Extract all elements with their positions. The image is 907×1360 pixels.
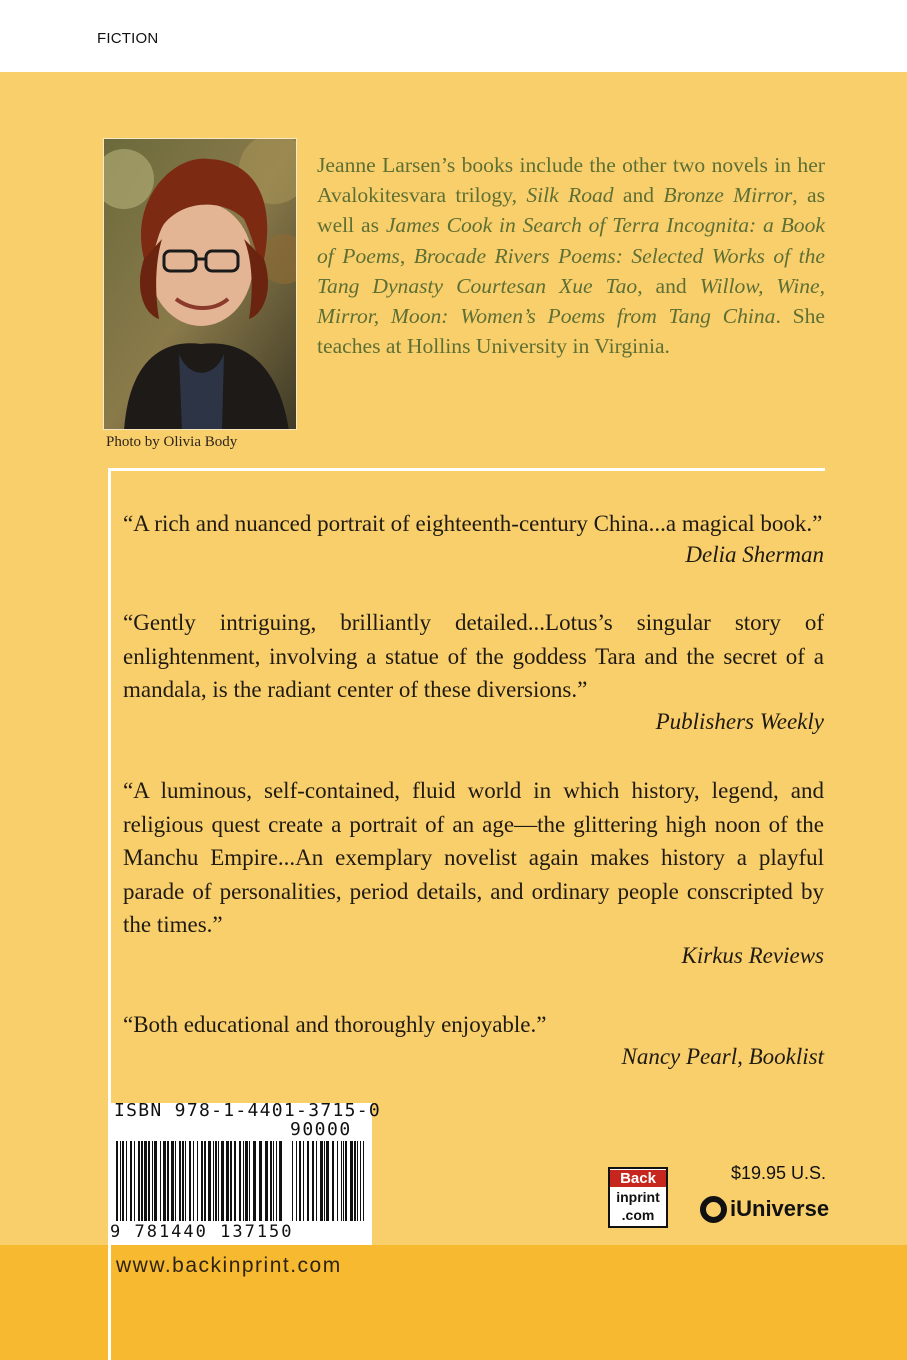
barcode-bar: [193, 1141, 194, 1221]
barcode-bar: [122, 1141, 124, 1221]
barcode-bar: [276, 1141, 277, 1221]
barcode-bar: [243, 1141, 244, 1221]
barcode-bar: [189, 1141, 191, 1221]
barcode-bar: [259, 1141, 262, 1221]
isbn-label: ISBN 978-1-4401-3715-0: [114, 1100, 382, 1121]
barcode-bar: [230, 1141, 232, 1221]
barcode-bar: [120, 1141, 121, 1221]
review-source-1: Delia Sherman: [685, 542, 824, 567]
barcode-bar: [116, 1141, 118, 1221]
bio-text: . She teaches at Hollins University in Virginia.: [317, 304, 825, 359]
barcode-bar: [303, 1141, 304, 1221]
website-url: www.backinprint.com: [116, 1254, 342, 1277]
bio-text: , as well as: [317, 183, 825, 238]
bio-text: Jeanne Larsen’s books include the other two novels in her Avalokitesvara trilogy,: [317, 153, 825, 208]
photo-credit: Photo by Olivia Body: [106, 434, 238, 450]
barcode-bars: [116, 1141, 366, 1223]
author-photo: [103, 138, 297, 430]
barcode-bar: [130, 1141, 132, 1221]
barcode-bar: [234, 1141, 236, 1221]
barcode-bar: [307, 1141, 309, 1221]
barcode-bar: [296, 1141, 297, 1221]
bio-title: James Cook in Search of Terra Incognita: a Book of Poems: [317, 213, 825, 268]
barcode-bar: [316, 1141, 317, 1221]
barcode-bar: [138, 1141, 140, 1221]
barcode-bar: [332, 1141, 334, 1221]
bio-title: Willow, Wine, Mirror, Moon: Women’s Poems from Tang China: [317, 273, 826, 329]
publisher-name: iUniverse: [730, 1196, 830, 1221]
bio-title: Bronze Mirror: [663, 183, 793, 208]
publisher-logo: [700, 1194, 829, 1224]
price-code: 90000: [290, 1119, 352, 1140]
barcode-bar: [148, 1141, 150, 1221]
barcode-bar: [350, 1141, 353, 1221]
barcode-bar: [160, 1141, 161, 1221]
barcode-bar: [253, 1141, 256, 1221]
review-quote-3: “A luminous, self-contained, fluid world in which history, legend, and religious quest create a portrait of an age—the glittering high noon of the Manchu Empire...An exemplary novelist again makes history a playful parade of personalities, period details, and ordinary people conscripted by the times.”: [123, 778, 824, 937]
barcode-bar: [341, 1141, 342, 1221]
barcode-bar: [265, 1141, 268, 1221]
barcode-bar: [144, 1141, 147, 1221]
barcode-bar: [175, 1141, 176, 1221]
review-source-3: Kirkus Reviews: [681, 943, 824, 968]
backinprint-logo: [608, 1167, 668, 1228]
barcode-bar: [221, 1141, 224, 1221]
top-band: [0, 0, 907, 72]
review-source-4: Nancy Pearl, Booklist: [621, 1044, 824, 1069]
barcode-bar: [320, 1141, 323, 1221]
barcode-bar: [239, 1141, 241, 1221]
barcode-bar: [354, 1141, 356, 1221]
barcode-bar: [154, 1141, 157, 1221]
bio-title: Silk Road: [526, 183, 614, 208]
bio-title: Brocade Rivers Poems: Selected Works of the Tang Dynasty Courtesan Xue Tao: [317, 243, 826, 298]
barcode-bar: [126, 1141, 127, 1221]
barcode-bar: [218, 1141, 219, 1221]
barcode-bar: [249, 1141, 250, 1221]
barcode-bar: [171, 1141, 174, 1221]
review-quote-4: “Both educational and thoroughly enjoyable.”: [123, 1012, 547, 1037]
barcode-bar: [152, 1141, 153, 1221]
barcode-bar: [273, 1141, 274, 1221]
iuniverse-icon: [700, 1196, 727, 1223]
barcode-bar: [179, 1141, 181, 1221]
review-quote-2: “Gently intriguing, brilliantly detailed...Lotus’s singular story of enlightenment, involving a statue of the goddess Tara and the secret of a mandala, is the radiant center of these diversions.”: [123, 610, 824, 702]
review-source-2: Publishers Weekly: [655, 709, 824, 734]
barcode-bar: [345, 1141, 347, 1221]
barcode-bar: [299, 1141, 301, 1221]
barcode-bar: [279, 1141, 282, 1221]
barcode-bar: [197, 1141, 198, 1221]
barcode-bar: [134, 1141, 135, 1221]
barcode-bar: [292, 1141, 293, 1221]
barcode-bar: [185, 1141, 186, 1221]
barcode-bar: [312, 1141, 314, 1221]
barcode-bar: [343, 1141, 344, 1221]
barcode-bar: [141, 1141, 143, 1221]
barcode-bar: [337, 1141, 338, 1221]
barcode-bar: [363, 1141, 364, 1221]
barcode-digits: 9 781440 137150: [110, 1222, 294, 1242]
bio-text: , and: [637, 273, 700, 298]
barcode-bar: [226, 1141, 229, 1221]
barcode-bar: [270, 1141, 272, 1221]
barcode-bar: [213, 1141, 214, 1221]
barcode-bar: [201, 1141, 203, 1221]
logo-line-back: Back: [610, 1170, 666, 1187]
logo-line-inprint: inprint: [616, 1189, 660, 1205]
barcode-bar: [182, 1141, 184, 1221]
logo-line-com: .com: [621, 1207, 655, 1223]
price-label: $19.95 U.S.: [731, 1163, 827, 1183]
barcode-bar: [163, 1141, 166, 1221]
bio-text: and: [613, 183, 664, 208]
barcode-bar: [326, 1141, 329, 1221]
barcode-bar: [215, 1141, 217, 1221]
barcode-bar: [208, 1141, 211, 1221]
barcode-bar: [324, 1141, 325, 1221]
review-quote-1: “A rich and nuanced portrait of eighteenth-century China...a magical book.”: [123, 511, 823, 536]
barcode-bar: [204, 1141, 206, 1221]
barcode-bar: [245, 1141, 248, 1221]
barcode-bar: [357, 1141, 358, 1221]
category-label: FICTION: [97, 30, 159, 47]
barcode-bar: [167, 1141, 169, 1221]
barcode-bar: [360, 1141, 361, 1221]
author-bio: [317, 150, 825, 361]
bio-text: ,: [399, 243, 414, 268]
